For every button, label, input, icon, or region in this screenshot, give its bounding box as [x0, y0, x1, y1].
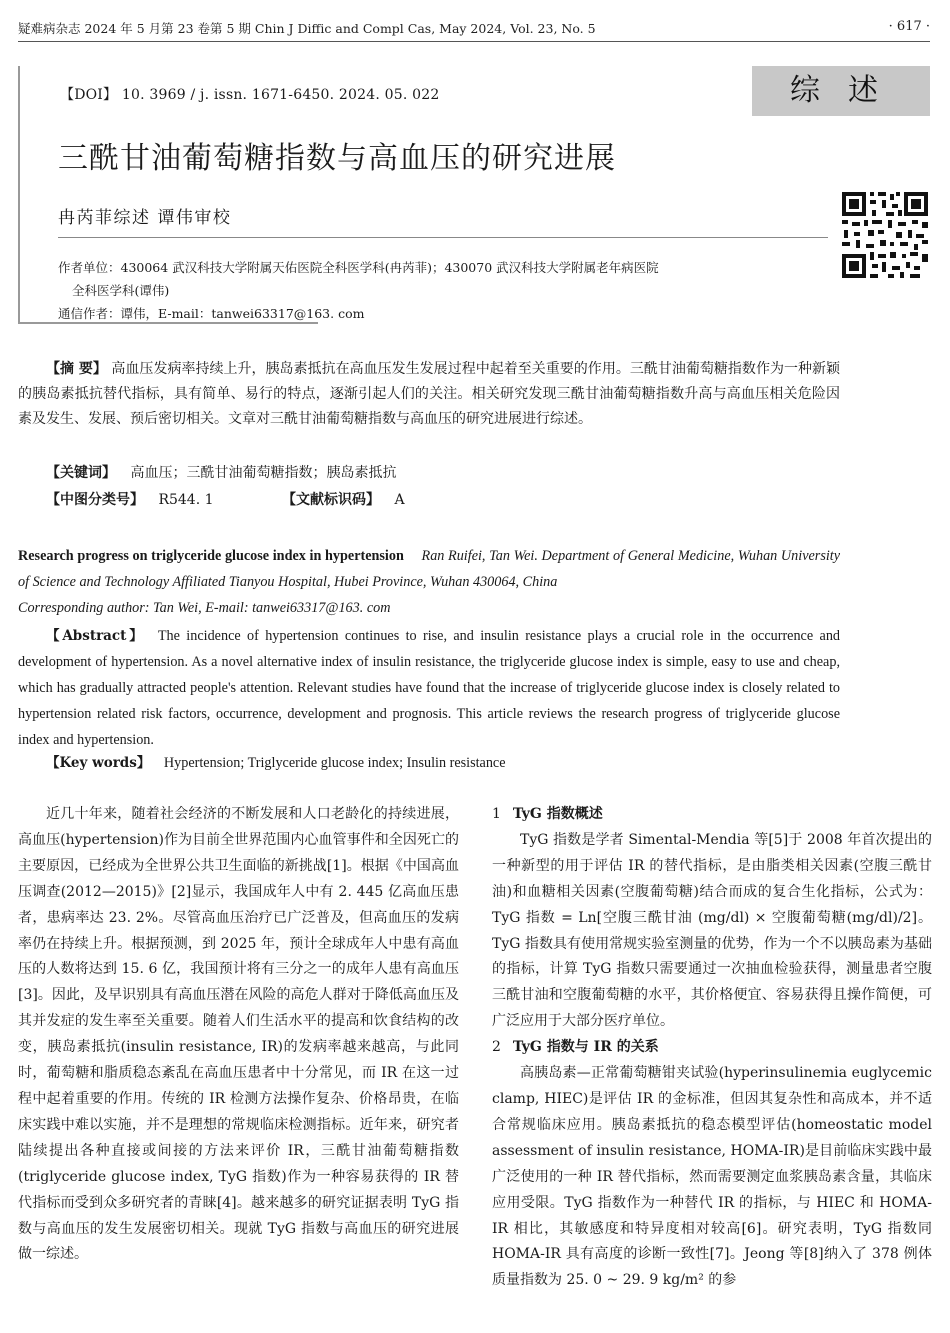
body-paragraph: 高胰岛素—正常葡萄糖钳夹试验(hyperinsulinemia euglycemic clamp, HIEC)是评估 IR 的金标准，但因其复杂性和高成本，并不适合常规临床应用。胰岛素抵抗的稳态模型评估(homeostatic model assessment of insulin resistance, HOMA-IR)是目前临床实践中最广泛使用的一种 IR 替代指标，然而需要测定血浆胰岛素含量，其临床应用受限。TyG 指数作为一种替代 IR 的指标，与 HIEC 和 HOMA-IR 相比，其敏感度和特异度相对较高[6]。研究表明，TyG 指数同 HOMA-IR 具有高度的诊断一致性[7]。Jeong 等[8]纳入了 378 例体质量指数为 25. 0 ~ 29. 9 kg/m² 的参: [492, 1065, 932, 1289]
clc-value: R544. 1: [158, 492, 214, 508]
page-number: · 617 ·: [888, 19, 930, 34]
body-column-left: [18, 802, 459, 1268]
english-abstract-label: 【Abstract】: [46, 628, 146, 644]
section-tag: 综述: [752, 66, 930, 116]
english-abstract-text: The incidence of hypertension continues to rise, and insulin resistance plays a crucial role in the occurrence and development of hypertension. As a novel alternative index of insulin resistance, the triglyceride glucose index is simple, easy to use and cheap, which has gradually attracted people's attention. Relevant studies have found that the increase of triglyceride glucose index is closely related to hypertension related risk factors, occurrence, development and prognosis. This article reviews the research progress of triglyceride glucose index and hypertension.: [18, 628, 841, 748]
doi-line: 【DOI】 10. 3969 / j. issn. 1671-6450. 2024. 05. 022: [60, 87, 440, 103]
doc-code-label: 【文献标识码】: [282, 492, 380, 508]
running-header: [18, 17, 930, 39]
header-divider: [18, 41, 930, 42]
keywords-cn-text: 高血压；三酰甘油葡萄糖指数；胰岛素抵抗: [130, 465, 397, 481]
corresponding-author: 通信作者：谭伟，E-mail：tanwei63317@163. com: [58, 306, 365, 321]
section-heading: 1 TyG 指数概述: [492, 806, 603, 822]
frame-left-border: [18, 66, 20, 324]
keywords-cn-label: 【关键词】: [46, 465, 116, 481]
english-keywords-text: Hypertension; Triglyceride glucose index; Insulin resistance: [163, 755, 506, 771]
body-column-right: [492, 802, 932, 1294]
keywords-cn: [46, 462, 396, 482]
abstract-cn-text: 高血压发病率持续上升，胰岛素抵抗在高血压发生发展过程中起着至关重要的作用。三酰甘油葡萄糖指数作为一种新颖的胰岛素抵抗替代指标，具有简单、易行的特点，逐渐引起人们的关注。相关研究发现三酰甘油葡萄糖指数升高与高血压相关危险因素及发生、发展、预后密切相关。文章对三酰甘油葡萄糖指数与高血压的研究进展进行综述。: [18, 361, 841, 427]
classification-line: [46, 489, 846, 509]
section-heading: 2 TyG 指数与 IR 的关系: [492, 1039, 659, 1056]
doc-code: [282, 489, 405, 509]
english-affiliation: Wuhan University of Science and Technology Affiliated Tianyou Hospital, Hubei Province, Wuhan 430064, China: [18, 548, 841, 590]
english-keywords: [46, 751, 506, 772]
english-header: [18, 543, 840, 621]
clc-label: 【中图分类号】: [46, 492, 144, 508]
english-keywords-label: 【Key words】: [46, 755, 151, 771]
abstract-cn: [18, 357, 840, 432]
affiliation-line: 作者单位：430064 武汉科技大学附属天佑医院全科医学科(冉芮菲)；430070 武汉科技大学附属老年病医院: [58, 260, 659, 275]
qr-code-icon: [840, 190, 930, 280]
english-abstract: [18, 623, 840, 753]
body-paragraph: TyG 指数是学者 Simental-Mendia 等[5]于 2008 年首次提出的一种新型的用于评估 IR 的替代指标，是由脂类相关因素(空腹三酰甘油)和血糖相关因素(空腹葡萄糖)结合而成的复合生化指标，公式为：TyG 指数 = Ln[空腹三酰甘油 (mg/dl) × 空腹葡萄糖(mg/dl)/2]。TyG 指数具有使用常规实验室测量的优势，作为一个不以胰岛素为基础的指标，计算 TyG 指数只需要通过一次抽血检验获得，测量患者空腹三酰甘油和空腹葡萄糖的水平，其价格便宜、容易获得且操作简便，可广泛应用于大部分医疗单位。: [492, 831, 932, 1030]
author-divider: [58, 237, 828, 238]
affiliation-block: [58, 256, 818, 325]
doc-code-value: A: [394, 492, 405, 508]
english-authors: Ran Ruifei, Tan Wei. Department of General Medicine,: [421, 548, 735, 564]
journal-citation: 疑难病杂志 2024 年 5 月第 23 卷第 5 期 Chin J Diffic and Compl Cas, May 2024, Vol. 23, No. 5: [18, 21, 596, 36]
body-paragraph: 近几十年来，随着社会经济的不断发展和人口老龄化的持续进展，高血压(hypertension)作为目前全世界范围内心血管事件和全因死亡的主要原因，已经成为全世界公共卫生面临的新挑战[1]。根据《中国高血压调查(2012—2015)》[2]显示，我国成年人中有 2. 445 亿高血压患者，患病率达 23. 2%。尽管高血压治疗已广泛普及，但高血压的发病率仍在持续上升。根据预测，到 2025 年，预计全球成年人中患有高血压的人数将达到 15. 6 亿，我国预计将有三分之一的成年人患有高血压[3]。因此，及早识别具有高血压潜在风险的高危人群对于降低高血压及其并发症的发生率至关重要。随着人们生活水平的提高和饮食结构的改变，胰岛素抵抗(insulin resistance, IR)的发病率越来越高，与此同时，葡萄糖和脂质稳态紊乱在高血压患者中十分常见，而 IR 在这一过程中起着重要的作用。传统的 IR 检测方法操作复杂、价格昂贵，在临床实践中难以实施，并不是理想的常规临床检测指标。近年来，研究者陆续提出各种直接或间接的方法来评价 IR，三酰甘油葡萄糖指数(triglyceride glucose index, TyG 指数)作为一种容易获得的 IR 替代指标而受到众多研究者的青睐[4]。越来越多的研究证据表明 TyG 指数与高血压的发生发展密切相关。现就 TyG 指数与高血压的研究进展做一综述。: [18, 806, 459, 1263]
affiliation-line-cont: 全科医学科(谭伟): [72, 283, 170, 298]
abstract-cn-label: 【摘 要】: [46, 361, 107, 377]
english-title: Research progress on triglyceride glucose index in hypertension: [18, 548, 404, 564]
english-corresponding: Corresponding author: Tan Wei, E-mail: tanwei63317@163. com: [18, 600, 391, 616]
article-title: 三酰甘油葡萄糖指数与高血压的研究进展: [58, 141, 616, 176]
author-line: 冉芮菲综述 谭伟审校: [58, 208, 232, 228]
